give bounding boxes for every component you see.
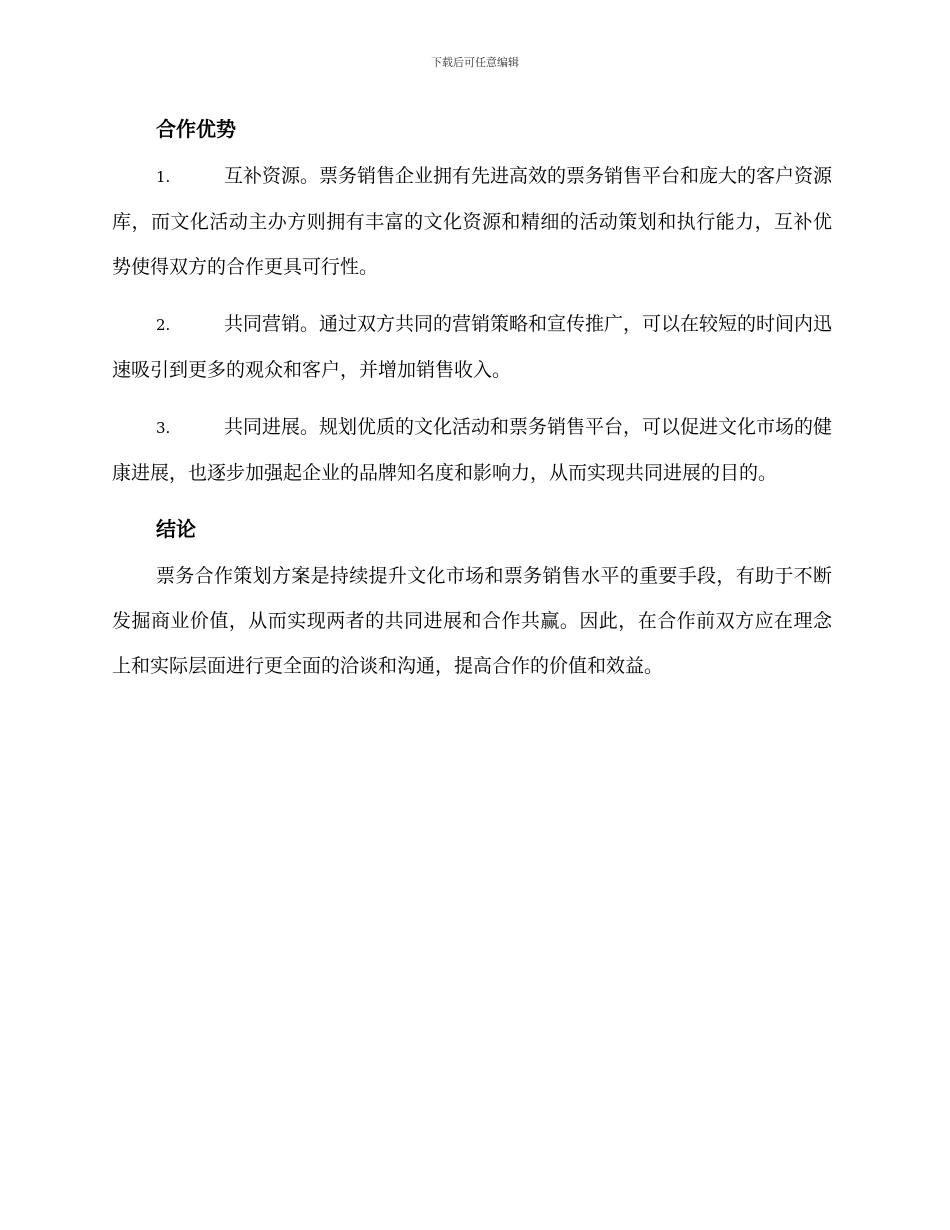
section-heading-advantages: 合作优势 — [156, 117, 236, 141]
item-text: 共同营销。通过双方共同的营销策略和宣传推广，可以在较短的时间内迅速吸引到更多的观众和客户，并增加销售收入。 — [112, 313, 833, 381]
item-text: 互补资源。票务销售企业拥有先进高效的票务销售平台和庞大的客户资源库，而文化活动主办方则拥有丰富的文化资源和精细的活动策划和执行能力，互补优势使得双方的合作更具可行性。 — [112, 165, 833, 278]
header-note: 下载后可任意编辑 — [431, 56, 519, 69]
item-number: 3. — [156, 419, 171, 437]
conclusion-paragraph: 票务合作策划方案是持续提升文化市场和票务销售水平的重要手段，有助于不断发掘商业价值，从而实现两者的共同进展和合作共赢。因此，在合作前双方应在理念上和实际层面进行更全面的洽谈和沟通，提高合作的价值和效益。 — [112, 565, 832, 677]
numbered-item — [112, 154, 832, 290]
numbered-item — [112, 405, 832, 496]
document-body — [112, 108, 832, 701]
item-text: 共同进展。规划优质的文化活动和票务销售平台，可以促进文化市场的健康进展，也逐步加强起企业的品牌知名度和影响力，从而实现共同进展的目的。 — [112, 416, 833, 484]
item-number: 2. — [156, 316, 171, 334]
item-number: 1. — [156, 168, 171, 186]
numbered-item — [112, 302, 832, 393]
section-heading-conclusion: 结论 — [156, 517, 196, 541]
